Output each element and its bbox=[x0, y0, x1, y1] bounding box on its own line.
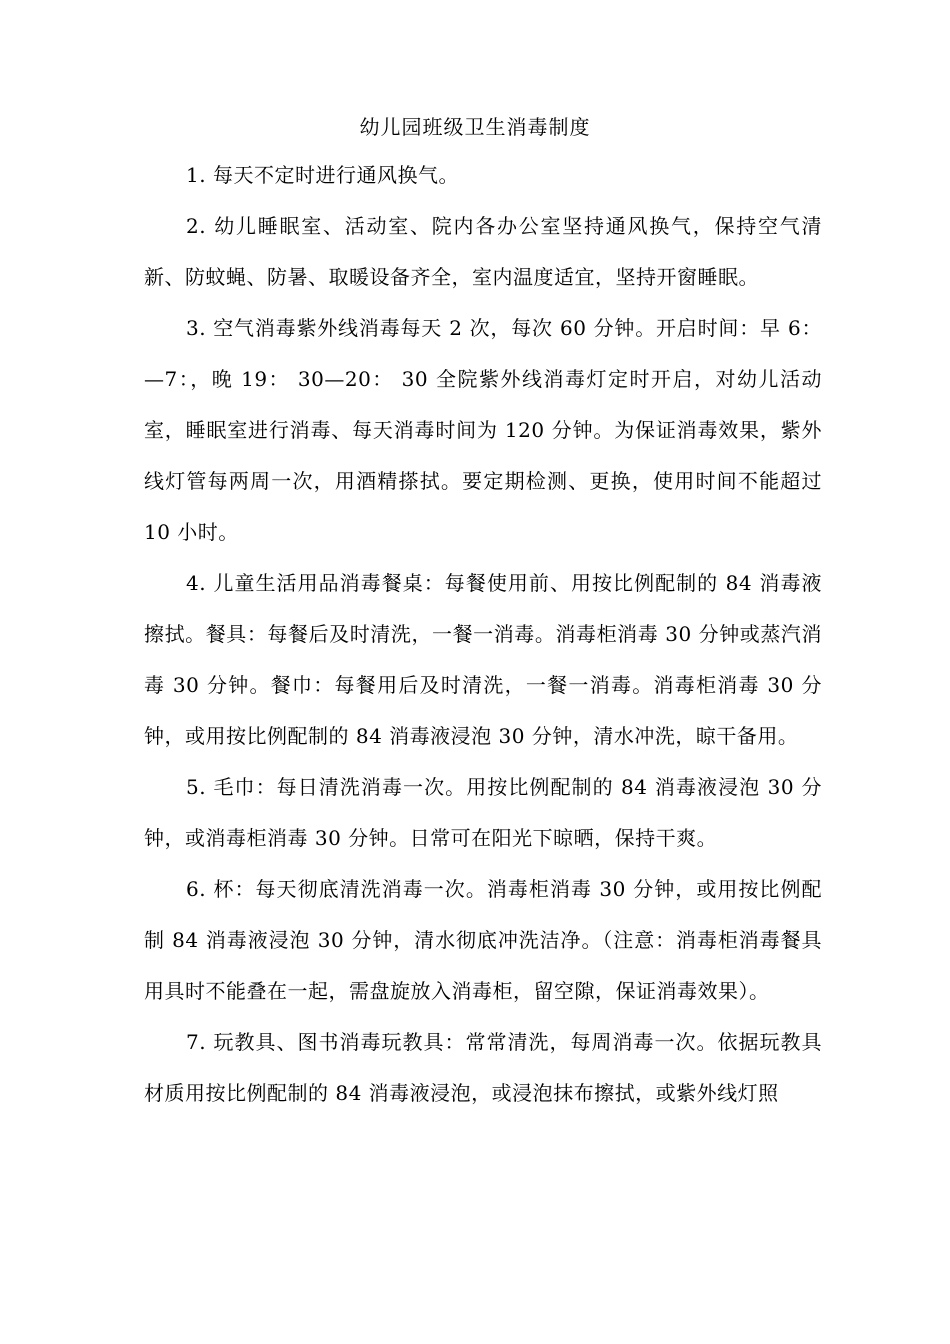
paragraph-6: 6. 杯：每天彻底清洗消毒一次。消毒柜消毒 30 分钟，或用按比例配制 84 消毒液浸泡 30 分钟，清水彻底冲洗洁净。（注意：消毒柜消毒餐具用具时不能叠在一起，需盘旋放入消毒柜，留空隙，保证消毒效果）。 bbox=[144, 877, 822, 1003]
paragraph-1: 1. 每天不定时进行通风换气。 bbox=[186, 163, 459, 187]
paragraph-4: 4. 儿童生活用品消毒餐桌：每餐使用前、用按比例配制的 84 消毒液擦拭。餐具：每餐后及时清洗，一餐一消毒。消毒柜消毒 30 分钟或蒸汽消毒 30 分钟。餐巾：每餐用后及时清洗，一餐一消毒。消毒柜消毒 30 分钟，或用按比例配制的 84 消毒液浸泡 30 分钟，清水冲洗，晾干备用。 bbox=[144, 571, 822, 748]
paragraph-5: 5. 毛巾：每日清洗消毒一次。用按比例配制的 84 消毒液浸泡 30 分钟，或消毒柜消毒 30 分钟。日常可在阳光下晾晒，保持干爽。 bbox=[144, 775, 822, 850]
document-body bbox=[144, 150, 822, 1119]
paragraph-2: 2. 幼儿睡眠室、活动室、院内各办公室坚持通风换气，保持空气清新、防蚊蝇、防暑、取暖设备齐全，室内温度适宜，坚持开窗睡眠。 bbox=[144, 214, 822, 289]
document-title: 幼儿园班级卫生消毒制度 bbox=[359, 115, 591, 139]
paragraph-3: 3. 空气消毒紫外线消毒每天 2 次，每次 60 分钟。开启时间：早 6：—7：，晚 19： 30—20： 30 全院紫外线消毒灯定时开启，对幼儿活动室，睡眠室进行消毒、每天消毒时间为 120 分钟。为保证消毒效果，紫外线灯管每两周一次，用酒精搽拭。要定期检测、更换，使用时间不能超过 10 小时。 bbox=[144, 316, 822, 544]
paragraph-7: 7. 玩教具、图书消毒玩教具：常常清洗，每周消毒一次。依据玩教具材质用按比例配制的 84 消毒液浸泡，或浸泡抹布擦拭，或紫外线灯照 bbox=[144, 1030, 822, 1105]
